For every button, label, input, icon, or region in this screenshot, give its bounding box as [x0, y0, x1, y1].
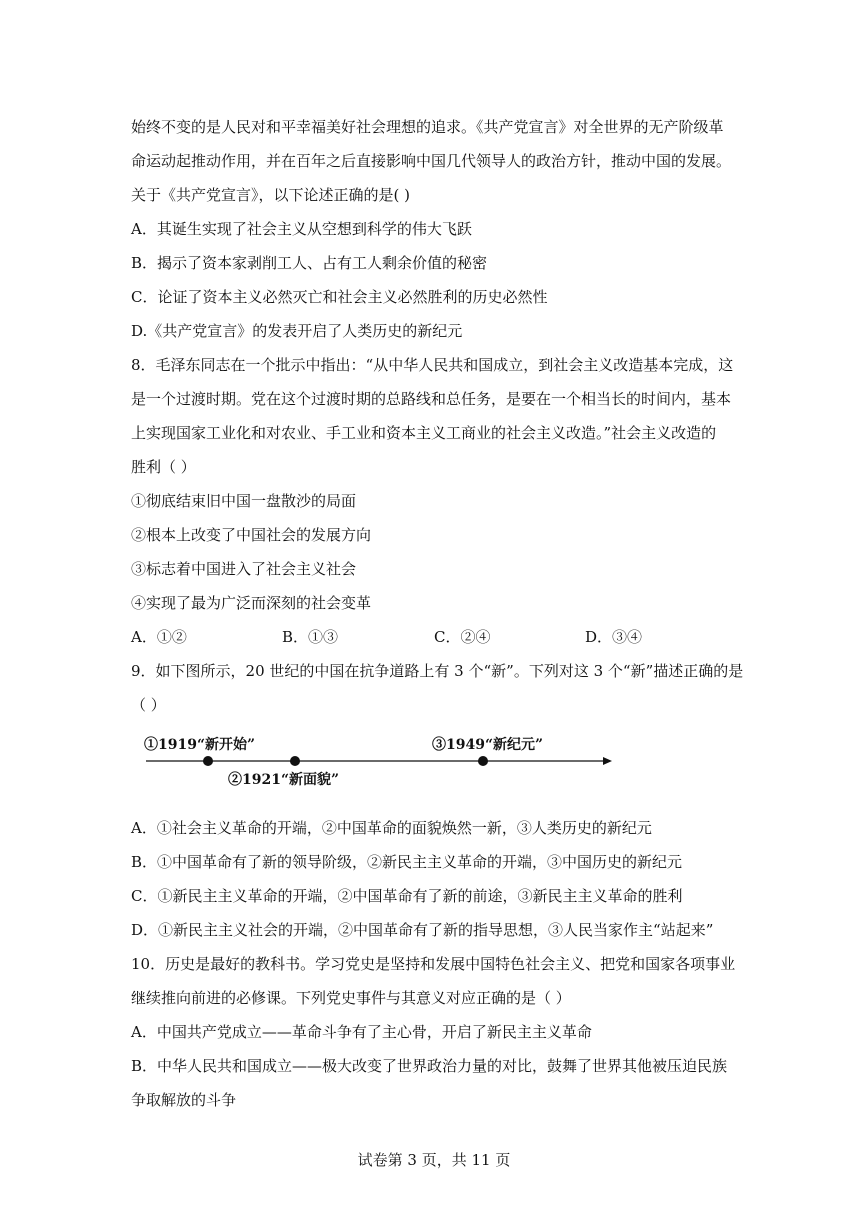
timeline-figure	[140, 735, 620, 790]
text-line: 胜利（ ）	[131, 458, 196, 476]
statement-3: ③标志着中国进入了社会主义社会	[131, 560, 357, 578]
statement-2: ②根本上改变了中国社会的发展方向	[131, 526, 372, 544]
q10-option-b: B．中华人民共和国成立——极大改变了世界政治力量的对比，鼓舞了世界其他被压迫民族	[131, 1057, 728, 1075]
text-line: 始终不变的是人民对和平幸福美好社会理想的追求。《共产党宣言》对全世界的无产阶级革	[131, 118, 724, 136]
q9-option-a: A．①社会主义革命的开端，②中国革命的面貌焕然一新，③人类历史的新纪元	[131, 819, 652, 837]
timeline-point	[290, 756, 300, 766]
option-a: A．其诞生实现了社会主义从空想到科学的伟大飞跃	[131, 220, 472, 238]
text-line: 关于《共产党宣言》，以下论述正确的是( )	[131, 186, 410, 204]
timeline-label-1949: ③1949“新纪元”	[432, 737, 544, 753]
q8-option-a: A．①②	[131, 628, 187, 646]
option-c: C．论证了资本主义必然灭亡和社会主义必然胜利的历史必然性	[131, 288, 548, 306]
q8-option-c: C．②④	[434, 628, 491, 646]
text-line: 上实现国家工业化和对农业、手工业和资本主义工商业的社会主义改造。”社会主义改造的	[131, 424, 717, 442]
text-line: 继续推向前进的必修课。下列党史事件与其意义对应正确的是（ ）	[131, 989, 571, 1007]
statement-4: ④实现了最为广泛而深刻的社会变革	[131, 594, 372, 612]
timeline-label-1919: ①1919“新开始”	[144, 737, 256, 753]
q10-option-a: A．中国共产党成立——革命斗争有了主心骨，开启了新民主主义革命	[131, 1023, 592, 1041]
text-line: 争取解放的斗争	[131, 1091, 237, 1109]
timeline-point	[478, 756, 488, 766]
question-8-stem: 8．毛泽东同志在一个批示中指出：“从中华人民共和国成立，到社会主义改造基本完成，这	[131, 356, 734, 374]
question-9-stem: 9．如下图所示，20 世纪的中国在抗争道路上有 3 个“新”。下列对这 3 个“新”描述正确的是	[131, 662, 744, 680]
text-line: 命运动起推动作用，并在百年之后直接影响中国几代领导人的政治方针，推动中国的发展。	[131, 152, 732, 170]
page-footer: 试卷第 3 页，共 11 页	[357, 1151, 511, 1169]
q8-option-b: B．①③	[282, 628, 339, 646]
statement-1: ①彻底结束旧中国一盘散沙的局面	[131, 492, 357, 510]
q8-option-d: D．③④	[585, 628, 643, 646]
q9-option-b: B．①中国革命有了新的领导阶级，②新民主主义革命的开端，③中国历史的新纪元	[131, 853, 683, 871]
option-b: B．揭示了资本家剥削工人、占有工人剩余价值的秘密	[131, 254, 488, 272]
timeline-point	[203, 756, 213, 766]
question-10-stem: 10．历史是最好的教科书。学习党史是坚持和发展中国特色社会主义、把党和国家各项事业	[131, 955, 736, 973]
arrow-head-icon	[603, 757, 612, 765]
q9-option-d: D．①新民主主义社会的开端，②中国革命有了新的指导思想，③人民当家作主“站起来”	[131, 921, 714, 939]
timeline-label-1921: ②1921“新面貌”	[228, 772, 340, 788]
text-line: （ ）	[131, 696, 166, 714]
text-line: 是一个过渡时期。党在这个过渡时期的总路线和总任务，是要在一个相当长的时间内，基本	[131, 390, 732, 408]
q9-option-c: C．①新民主主义革命的开端，②中国革命有了新的前途，③新民主主义革命的胜利	[131, 887, 683, 905]
option-d: D.《共产党宣言》的发表开启了人类历史的新纪元	[131, 322, 463, 340]
